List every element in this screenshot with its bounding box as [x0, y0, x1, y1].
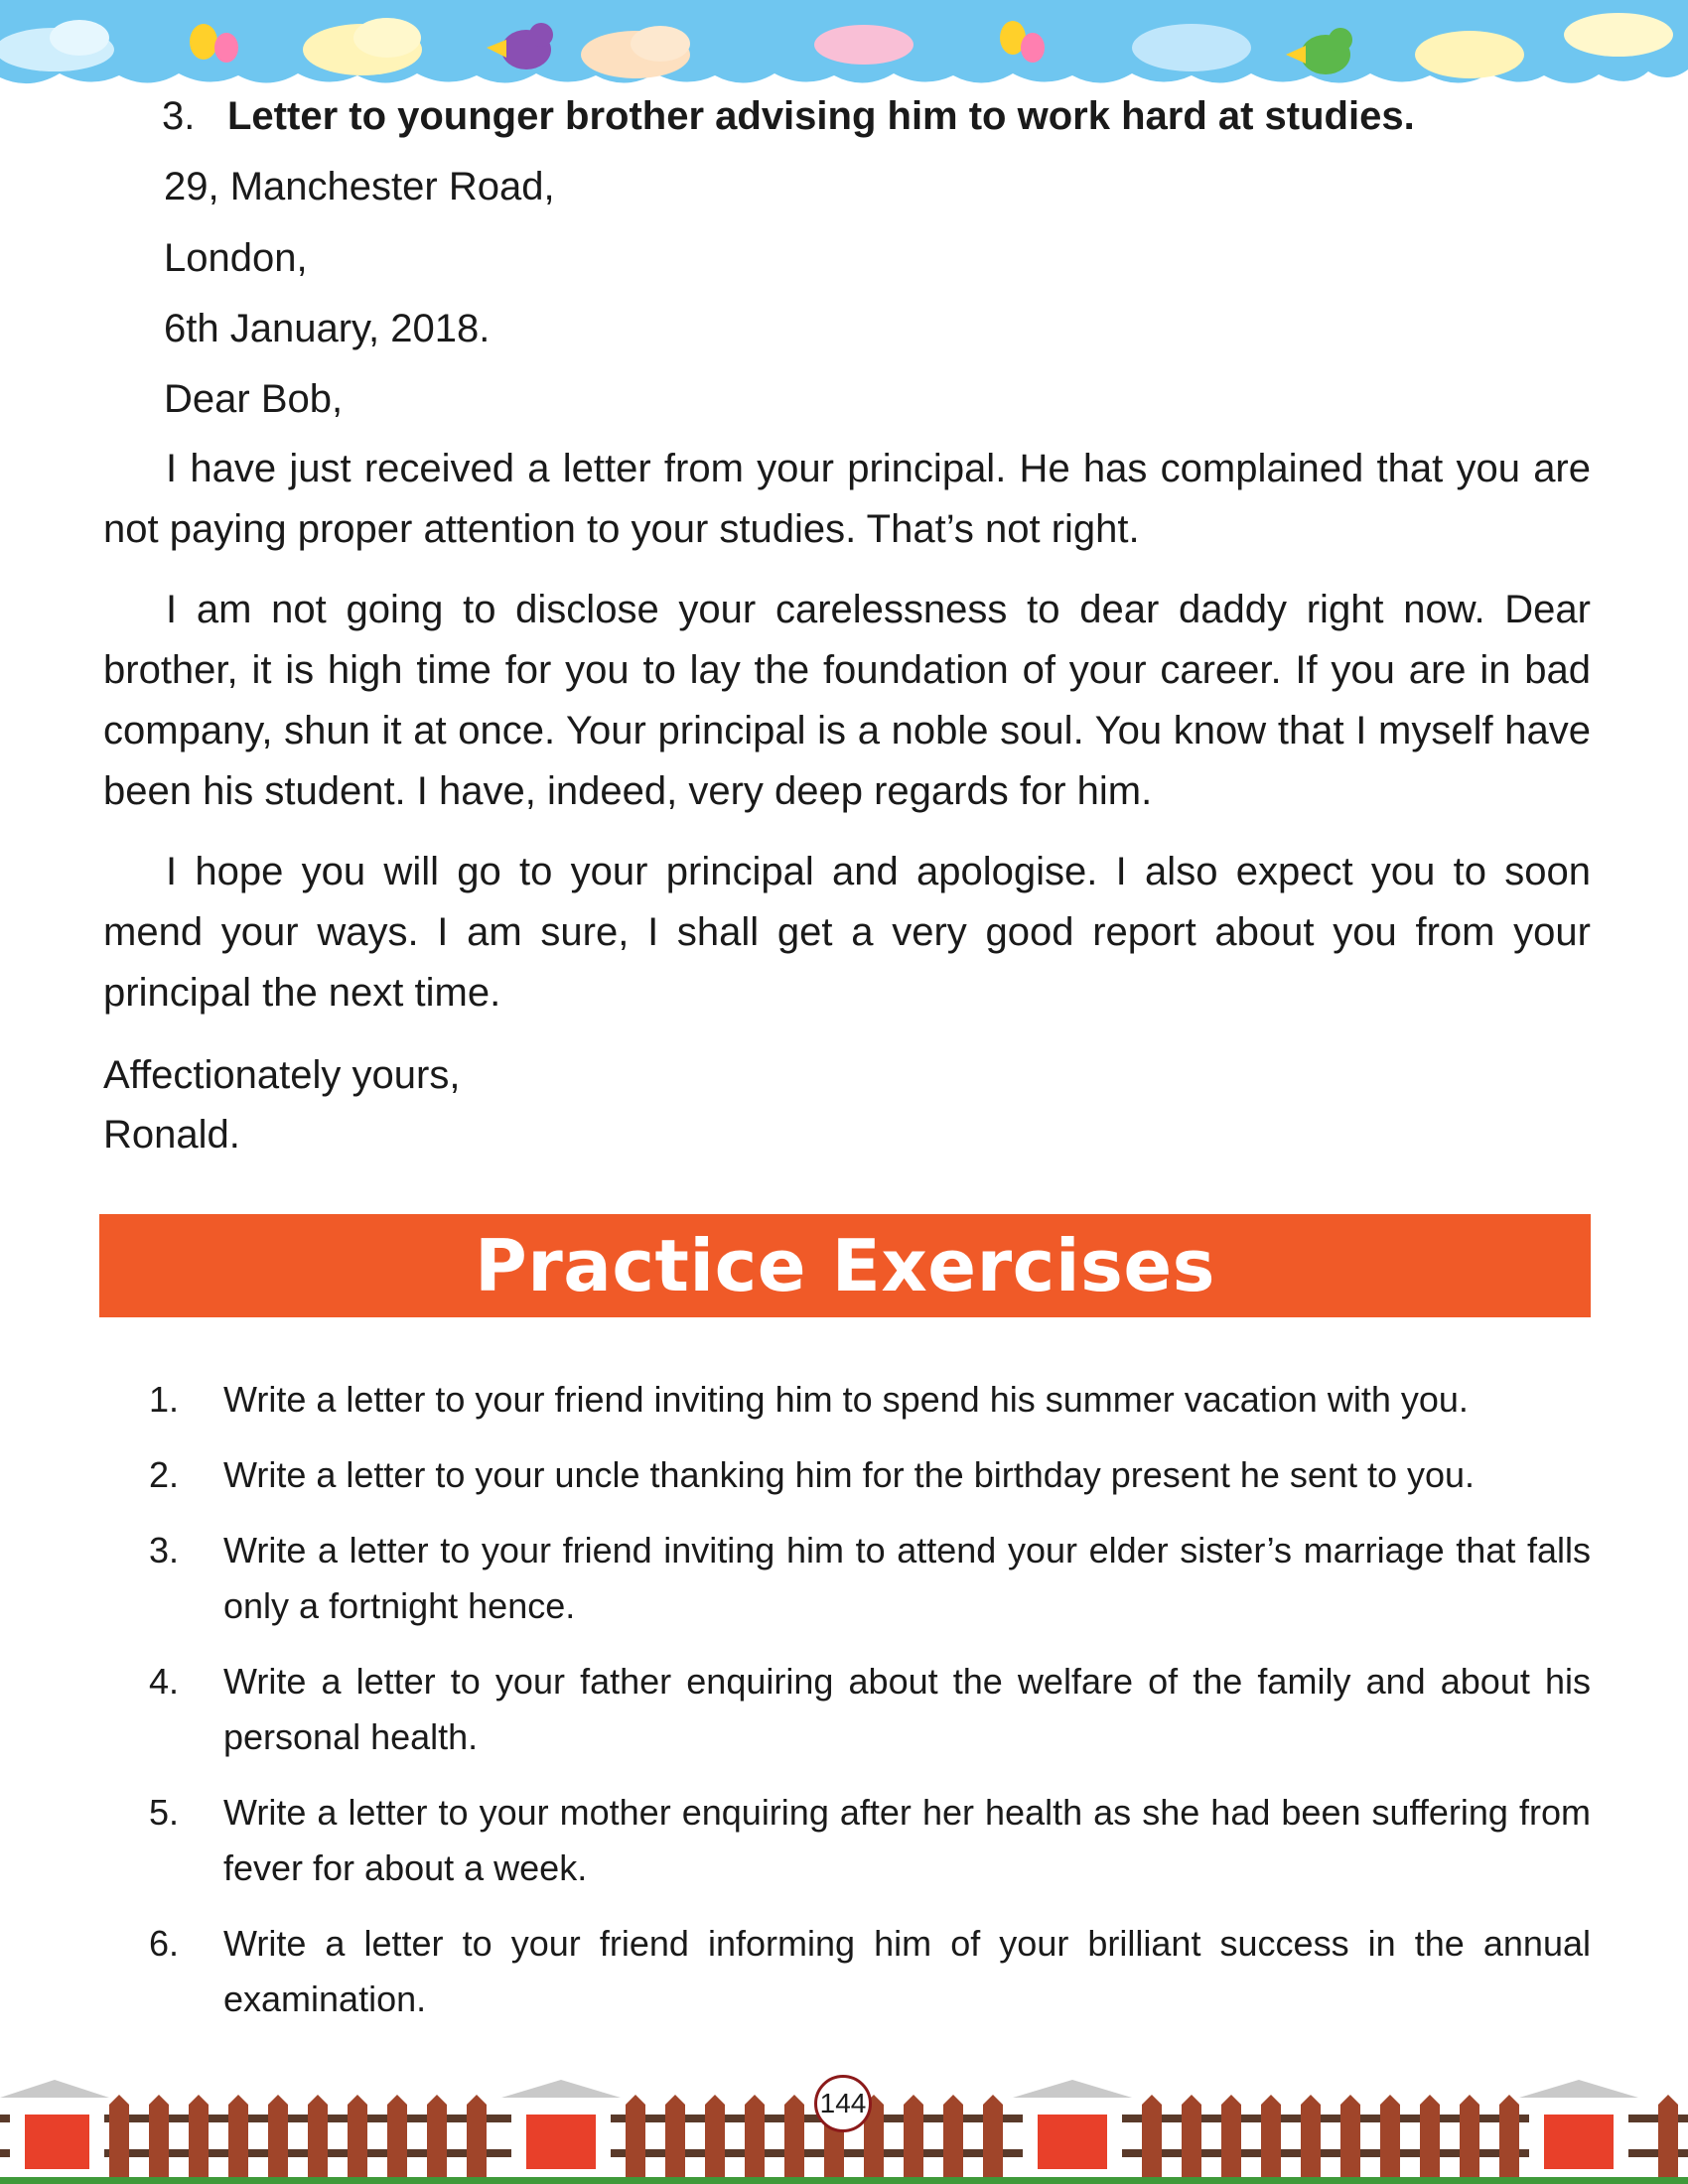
fence-post — [983, 2095, 1003, 2177]
list-item — [149, 1523, 1591, 1634]
hut-icon — [1013, 2080, 1132, 2177]
sky-banner-decoration — [0, 0, 1688, 94]
address-line-2: London, — [164, 236, 308, 280]
fence-post — [1221, 2095, 1241, 2177]
fence-post — [784, 2095, 804, 2177]
fence-post — [665, 2095, 685, 2177]
item-text: Write a letter to your uncle thanking him for the birthday present he sent to you. — [223, 1454, 1476, 1495]
signature: Ronald. — [103, 1113, 240, 1157]
fence-post — [109, 2095, 129, 2177]
item-number: 5. — [149, 1792, 180, 1833]
hut-icon — [1519, 2080, 1638, 2177]
item-text: Write a letter to your mother enquiring after her health as she had been suffering from fever for about a week. — [223, 1792, 1591, 1888]
fence-post — [1658, 2095, 1678, 2177]
list-item — [149, 1654, 1591, 1765]
cloud-icon — [814, 25, 914, 65]
item-number: 6. — [149, 1923, 180, 1964]
fence-post — [1261, 2095, 1281, 2177]
item-text: Write a letter to your friend inviting him to attend your elder sister’s marriage that falls only a fortnight hence. — [223, 1530, 1591, 1626]
section-title: Practice Exercises — [474, 1224, 1216, 1307]
letter-heading: Letter to younger brother advising him to work hard at studies. — [227, 94, 1415, 138]
page-number: 144 — [814, 2075, 872, 2132]
fence-post — [943, 2095, 963, 2177]
letter-date: 6th January, 2018. — [164, 307, 491, 350]
letter-number: 3. — [162, 94, 196, 138]
closing: Affectionately yours, — [103, 1053, 461, 1097]
fence-post — [228, 2095, 248, 2177]
practice-exercises-banner — [99, 1214, 1591, 1317]
fence-post — [308, 2095, 328, 2177]
cloud-icon — [1564, 13, 1673, 57]
fence-post — [268, 2095, 288, 2177]
fence-post — [1460, 2095, 1479, 2177]
fence-post — [745, 2095, 765, 2177]
item-text: Write a letter to your father enquiring about the welfare of the family and about his personal health. — [223, 1661, 1591, 1757]
exercise-list — [149, 1372, 1591, 2047]
fence-post — [467, 2095, 487, 2177]
list-item — [149, 1785, 1591, 1896]
fence-post — [1499, 2095, 1519, 2177]
list-item — [149, 1372, 1591, 1428]
fence-post — [1301, 2095, 1321, 2177]
fence-post — [1142, 2095, 1162, 2177]
address-line-1: 29, Manchester Road, — [164, 165, 555, 208]
item-text: Write a letter to your friend informing him of your brilliant success in the annual examination. — [223, 1923, 1591, 2019]
letter-paragraph-2: I am not going to disclose your carelessness to dear daddy right now. Dear brother, it is high time for you to lay the foundation of your career. If you are in bad company, shun it at once. Your principal is a noble soul. You know that I myself have been his student. I have, indeed, very deep regards for him. — [103, 588, 1591, 813]
fence-post — [189, 2095, 209, 2177]
hut-icon — [0, 2080, 109, 2177]
list-item — [149, 1447, 1591, 1503]
cloud-icon — [1132, 24, 1251, 71]
fence-post — [1182, 2095, 1201, 2177]
item-number: 4. — [149, 1661, 180, 1702]
item-number: 2. — [149, 1454, 180, 1495]
letter-paragraph-3: I hope you will go to your principal and apologise. I also expect you to soon mend your ways. I am sure, I shall get a very good report about you from your principal the next time. — [103, 850, 1591, 1015]
item-text: Write a letter to your friend inviting him to spend his summer vacation with you. — [223, 1379, 1469, 1420]
item-number: 1. — [149, 1379, 180, 1420]
hut-icon — [501, 2080, 621, 2177]
fence-post — [904, 2095, 923, 2177]
list-item — [149, 1916, 1591, 2027]
fence-post — [1340, 2095, 1360, 2177]
fence-post — [149, 2095, 169, 2177]
fence-post — [626, 2095, 645, 2177]
fence-post — [1380, 2095, 1400, 2177]
cloud-icon — [1415, 31, 1524, 78]
fence-post — [387, 2095, 407, 2177]
fence-post — [705, 2095, 725, 2177]
salutation: Dear Bob, — [164, 377, 344, 421]
letter-paragraph-1: I have just received a letter from your principal. He has complained that you are not paying proper attention to your studies. That’s not right. — [103, 447, 1591, 551]
item-number: 3. — [149, 1530, 180, 1570]
fence-post — [348, 2095, 367, 2177]
fence-post — [1420, 2095, 1440, 2177]
fence-post — [427, 2095, 447, 2177]
